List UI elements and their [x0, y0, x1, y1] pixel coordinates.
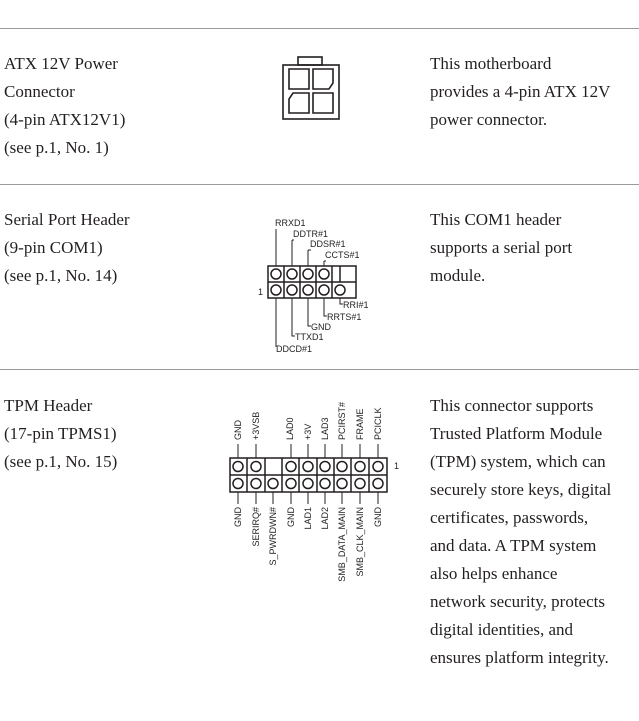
pin-label: PCICLK	[373, 407, 383, 440]
desc-line: module.	[430, 266, 486, 285]
desc-line: also helps enhance	[430, 564, 558, 583]
pin-label: GND	[373, 507, 383, 527]
tpm-header-diagram	[224, 398, 409, 588]
serial-port-name	[4, 206, 204, 290]
divider-rule	[0, 369, 639, 370]
name-line: Connector	[4, 82, 75, 101]
name-line: (see p.1, No. 14)	[4, 266, 118, 285]
desc-line: supports a serial port	[430, 238, 573, 257]
pin-label: SMB_DATA_MAIN	[337, 507, 347, 582]
pin-label: +3V	[303, 423, 313, 440]
pin-label: GND	[286, 507, 296, 527]
atx12v-connector-diagram	[280, 55, 344, 128]
pin-label: GND	[233, 507, 243, 527]
name-line: ATX 12V Power	[4, 54, 118, 73]
pin-label: SERIRQ#	[251, 507, 261, 547]
desc-line: provides a 4-pin ATX 12V	[430, 82, 611, 101]
pin-label: DDSR#1	[310, 239, 346, 249]
desc-line: This connector supports	[430, 396, 594, 415]
desc-line: (TPM) system, which can	[430, 452, 606, 471]
tpm-name	[4, 392, 204, 476]
desc-line: Trusted Platform Module	[430, 424, 603, 443]
pin-label: GND	[311, 322, 331, 332]
name-line: Serial Port Header	[4, 210, 130, 229]
pin-label: LAD2	[320, 507, 330, 530]
pin-one-label: 1	[394, 461, 400, 471]
tpm-description	[430, 392, 639, 672]
pin-label: LAD1	[303, 507, 313, 530]
atx12v-name	[4, 50, 204, 162]
desc-line: This COM1 header	[430, 210, 562, 229]
pin-label: FRAME	[355, 408, 365, 440]
desc-line: ensures platform integrity.	[430, 648, 609, 667]
atx12v-description	[430, 50, 639, 134]
pin-label: TTXD1	[295, 332, 324, 342]
serial-port-description	[430, 206, 639, 290]
desc-line: power connector.	[430, 110, 548, 129]
top-rule	[0, 28, 639, 29]
name-line: (see p.1, No. 1)	[4, 138, 109, 157]
pin-label: LAD0	[285, 417, 295, 440]
pin-label: LAD3	[320, 417, 330, 440]
com1-header-diagram	[255, 212, 380, 362]
desc-line: certificates, passwords,	[430, 508, 589, 527]
desc-line: digital identities, and	[430, 620, 574, 639]
pin-label: CCTS#1	[325, 250, 360, 260]
pin-label: PCIRST#	[337, 401, 347, 440]
pin-label: DDTR#1	[293, 229, 329, 239]
name-line: (9-pin COM1)	[4, 238, 103, 257]
name-line: (see p.1, No. 15)	[4, 452, 118, 471]
pin-label: DDCD#1	[276, 344, 313, 354]
name-line: TPM Header	[4, 396, 93, 415]
name-line: (17-pin TPMS1)	[4, 424, 117, 443]
pin-label: S_PWRDWN#	[268, 507, 278, 566]
desc-line: This motherboard	[430, 54, 552, 73]
desc-line: securely store keys, digital	[430, 480, 612, 499]
pin-label: RRTS#1	[327, 312, 362, 322]
pin-label: SMB_CLK_MAIN	[355, 507, 365, 577]
pin-one-label: 1	[258, 287, 264, 297]
pin-label: RRI#1	[343, 300, 369, 310]
desc-line: network security, protects	[430, 592, 605, 611]
pin-label: GND	[233, 420, 243, 440]
desc-line: and data. A TPM system	[430, 536, 597, 555]
pin-label: RRXD1	[275, 218, 306, 228]
divider-rule	[0, 184, 639, 185]
name-line: (4-pin ATX12V1)	[4, 110, 126, 129]
pin-label: +3VSB	[251, 411, 261, 440]
